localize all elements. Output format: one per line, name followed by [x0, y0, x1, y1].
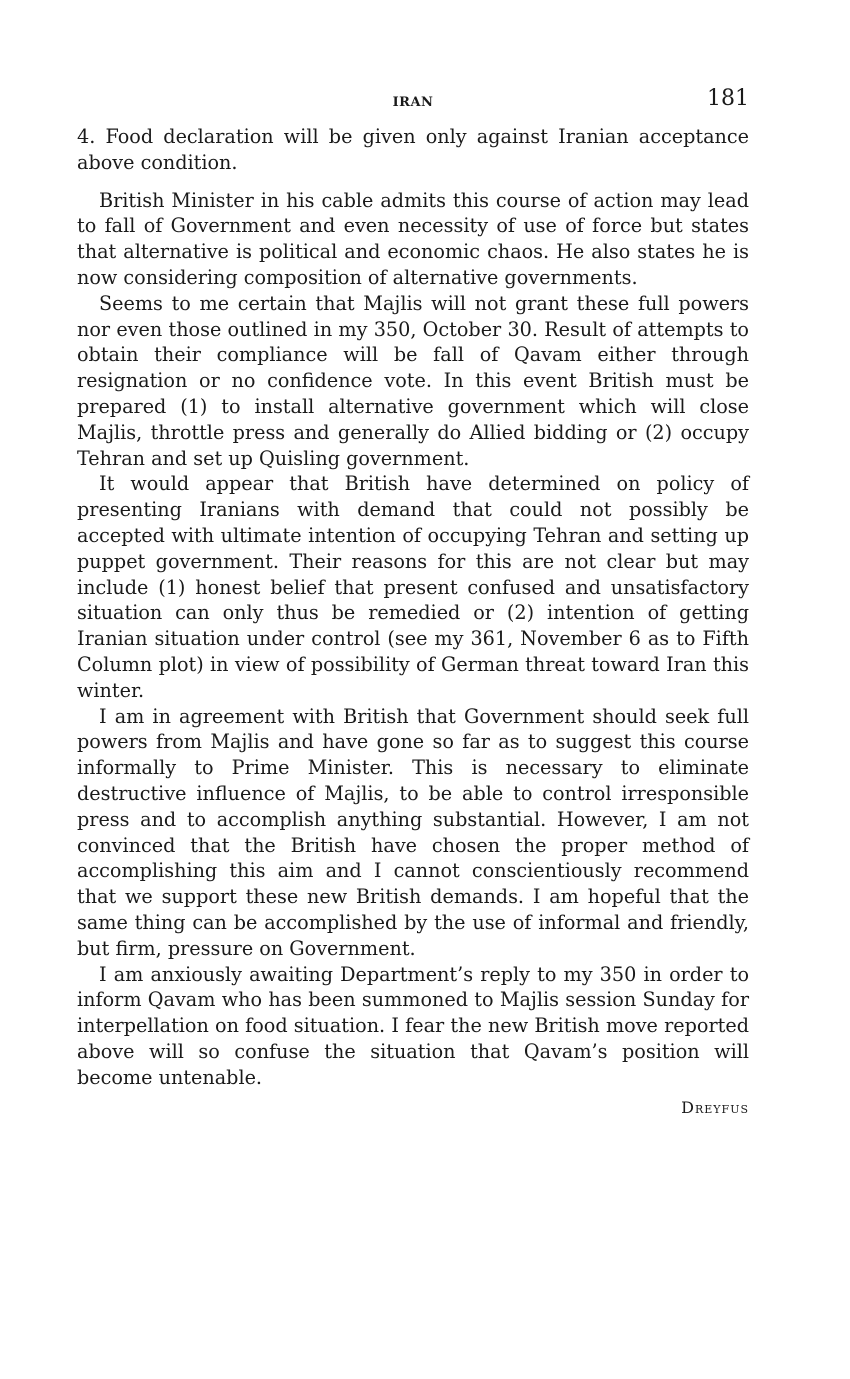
running-title: IRAN [392, 95, 434, 110]
document-page [77, 0, 749, 1117]
signature: Dreyfus [681, 1098, 749, 1118]
paragraph-majlis-powers: Seems to me certain that Majlis will not grant these full powers nor even those outlined in my 350, October 30. Result of attempts to obtain their compliance will be fall of Qavam either through resignation or no confidence vote. In this event British must be prepared (1) to install alternative government which will close Majlis, throttle press and generally do Allied bidding or (2) occupy Tehran and set up Quisling government. [77, 291, 749, 470]
paragraph-food-declaration: 4. Food declaration will be given only against Iranian acceptance above condition. [77, 125, 749, 174]
page-number: 181 [707, 86, 749, 111]
paragraph-agreement: I am in agreement with British that Government should seek full powers from Majlis and have gone so far as to suggest this course informally to Prime Minister. This is necessary to eliminate destructive influence of Majlis, to be able to control irresponsible press and to accomplish anything substantial. However, I am not convinced that the British have chosen the proper method of accomplishing this aim and I cannot conscientiously recommend that we support these new British demands. I am hopeful that the same thing can be accomplished by the use of informal and friendly, but firm, pressure on Government. [77, 704, 749, 960]
body-text [77, 124, 749, 1090]
paragraph-british-policy: It would appear that British have determined on policy of presenting Iranians with demand that could not possibly be accepted with ultimate intention of occupying Tehran and setting up puppet government. Their reasons for this are not clear but may include (1) honest belief that present confused and unsatisfactory situation can only thus be remedied or (2) intention of getting Iranian situation under control (see my 361, November 6 as to Fifth Column plot) in view of possibility of German threat toward Iran this winter. [77, 472, 749, 702]
paragraph-awaiting-reply: I am anxiously awaiting Department’s reply to my 350 in order to inform Qavam who has been summoned to Majlis session Sunday for interpellation on food situation. I fear the new British move reported above will so confuse the situation that Qavam’s position will become untenable. [77, 962, 749, 1089]
paragraph-british-minister: British Minister in his cable admits this course of action may lead to fall of Government and even necessity of use of force but states that alternative is political and economic chaos. He also states he is now considering composition of alternative governments. [77, 188, 749, 289]
running-head [77, 86, 749, 146]
